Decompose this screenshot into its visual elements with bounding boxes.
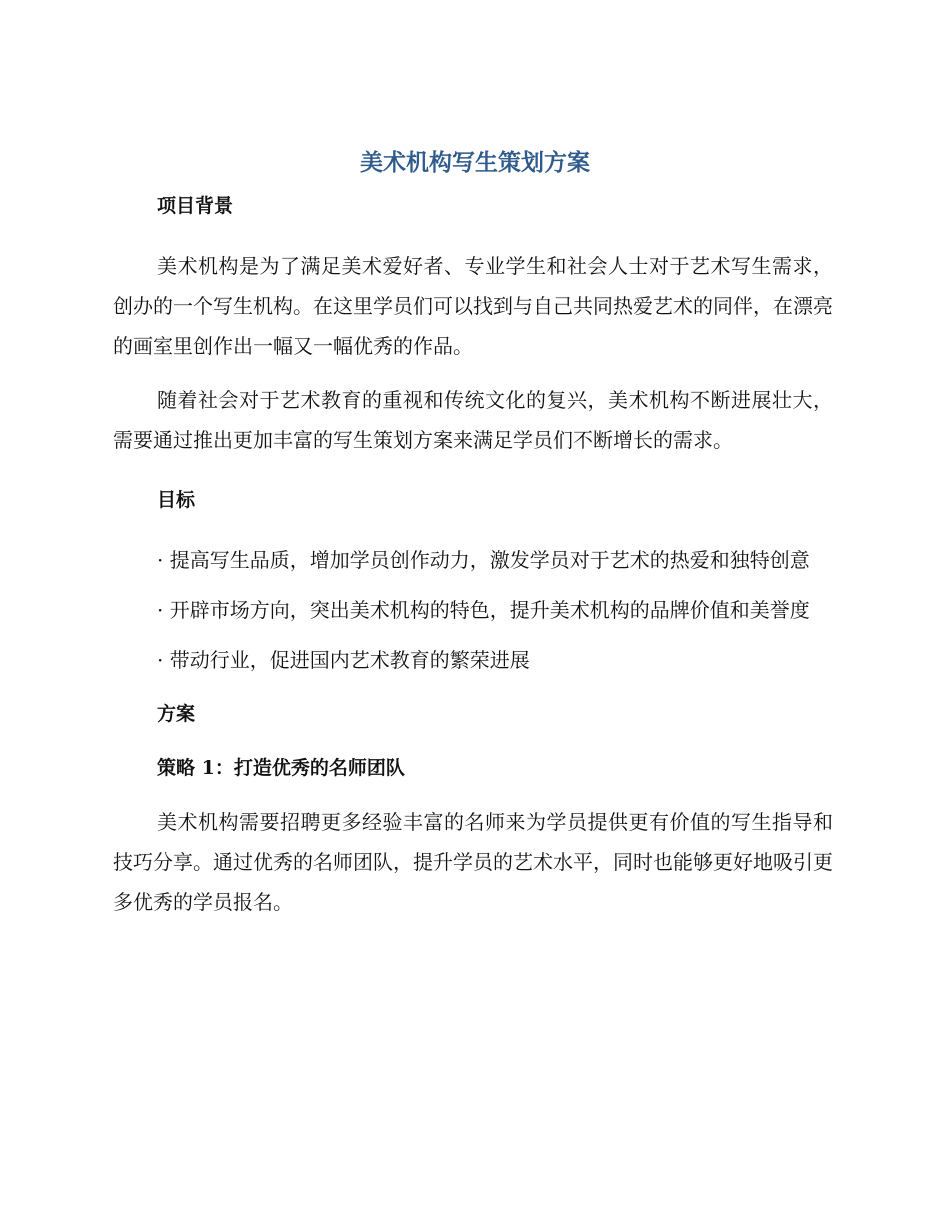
section-heading-goals: 目标 bbox=[157, 489, 196, 511]
goal-item-3: · 带动行业，促进国内艺术教育的繁荣进展 bbox=[157, 648, 530, 672]
background-paragraph-1: 美术机构是为了满足美术爱好者、专业学生和社会人士对于艺术写生需求，创办的一个写生机构。在这里学员们可以找到与自己共同热爱艺术的同伴，在漂亮的画室里创作出一幅又一幅优秀的作品。 bbox=[113, 254, 833, 358]
background-paragraph-2: 随着社会对于艺术教育的重视和传统文化的复兴，美术机构不断进展壮大，需要通过推出更加丰富的写生策划方案来满足学员们不断增长的需求。 bbox=[113, 388, 833, 452]
goal-item-2: · 开辟市场方向，突出美术机构的特色，提升美术机构的品牌价值和美誉度 bbox=[157, 598, 810, 622]
section-heading-background: 项目背景 bbox=[157, 195, 234, 217]
goal-item-1: · 提高写生品质，增加学员创作动力，激发学员对于艺术的热爱和独特创意 bbox=[157, 548, 810, 572]
document-title: 美术机构写生策划方案 bbox=[360, 150, 590, 176]
strategy-1-paragraph: 美术机构需要招聘更多经验丰富的名师来为学员提供更有价值的写生指导和技巧分享。通过优秀的名师团队，提升学员的艺术水平，同时也能够更好地吸引更多优秀的学员报名。 bbox=[113, 810, 833, 914]
document-body bbox=[113, 186, 833, 922]
strategy-1-heading: 策略 1：打造优秀的名师团队 bbox=[157, 757, 405, 779]
section-heading-plan: 方案 bbox=[157, 703, 196, 725]
